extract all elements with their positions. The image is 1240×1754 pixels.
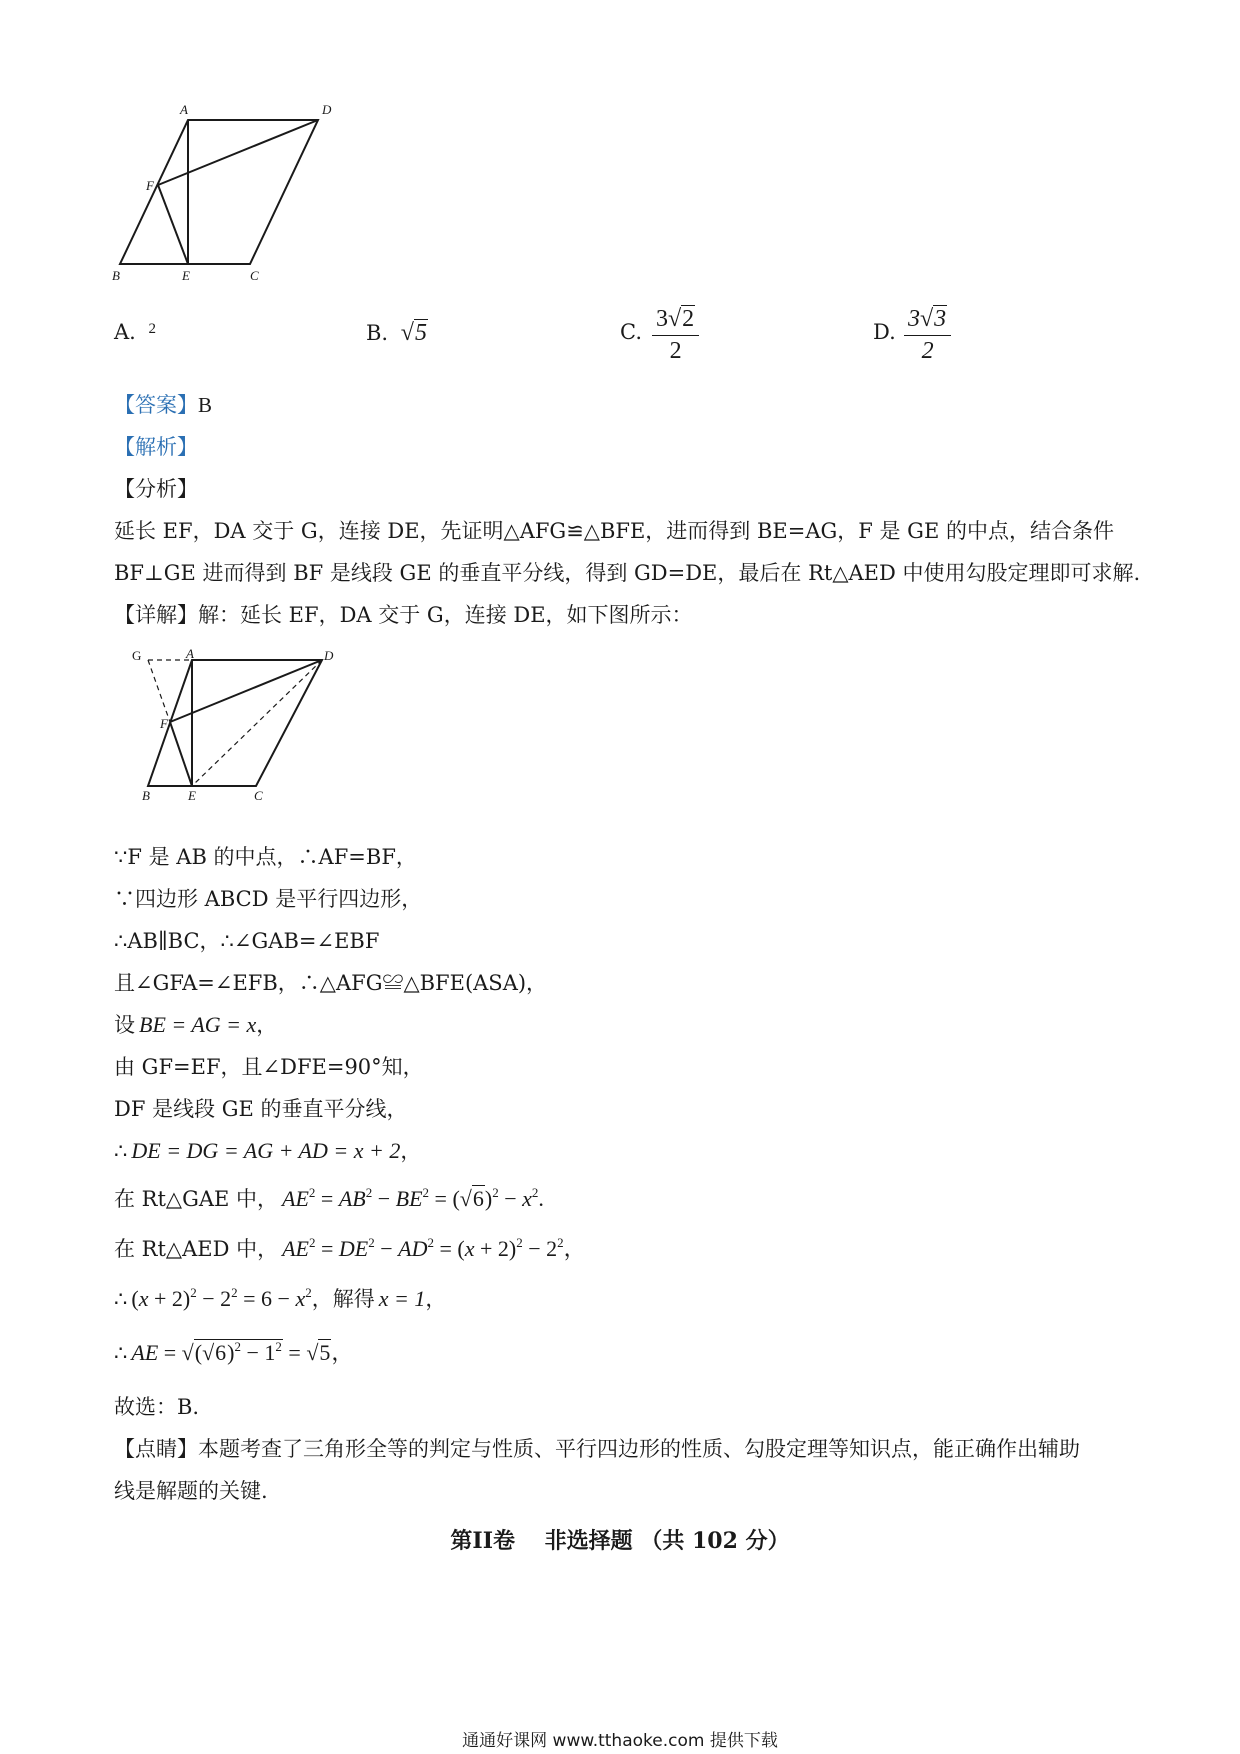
fenxi-tag: 【分析】 xyxy=(114,477,198,501)
step-8: ∴ DE = DG = AG + AD = x + 2， xyxy=(114,1138,422,1163)
label-B2: B xyxy=(142,788,150,803)
conclusion: 故选：B. xyxy=(114,1395,200,1419)
jiexi-tag: 【解析】 xyxy=(114,435,198,459)
label-B: B xyxy=(112,268,120,283)
option-c: C. xyxy=(620,320,642,344)
analysis-line-1: 延长 EF，DA 交于 G，连接 DE，先证明△AFG≌△BFE，进而得到 BE=AG，F 是 GE 的中点，结合条件 xyxy=(114,519,1114,543)
option-c-fraction: $\frac{3√2}{2}$ xyxy=(652,306,699,365)
comment-line-1: 【点睛】本题考查了三角形全等的判定与性质、平行四边形的性质、勾股定理等知识点，能正确作出辅助 xyxy=(114,1437,1080,1461)
step-2: ∵四边形 ABCD 是平行四边形， xyxy=(114,887,423,911)
option-d-fraction: $\frac{3√3}{2}$ xyxy=(904,306,951,365)
label-F: F xyxy=(146,178,154,193)
detail-line xyxy=(114,600,693,630)
step-5: 设 BE = AG = x， xyxy=(114,1012,278,1037)
label-A2: A xyxy=(186,648,194,661)
label-G: G xyxy=(132,648,142,663)
step-4: 且∠GFA=∠EFB，∴△AFG≌△BFE(ASA)， xyxy=(114,971,548,995)
label-C: C xyxy=(250,268,259,283)
step-11: ∴ $(x + 2)^2 - 2^2 = 6 - x^2$，解得 x = 1， xyxy=(114,1285,447,1311)
option-d: D. xyxy=(873,320,896,344)
label-A: A xyxy=(180,102,188,117)
footer[interactable]: 通通好课网 www.tthaoke.com 提供下载 xyxy=(462,1731,778,1751)
analysis-line-2: BF⊥GE 进而得到 BF 是线段 GE 的垂直平分线，得到 GD=DE，最后在 Rt△AED 中使用勾股定理即可求解. xyxy=(114,561,1141,585)
step-12: ∴ AE = $√(√6)^2 - 1^2 = √5$， xyxy=(114,1339,354,1365)
answer-line xyxy=(114,390,212,420)
step-7: DF 是线段 GE 的垂直平分线， xyxy=(114,1097,408,1121)
label-E: E xyxy=(182,268,190,283)
step-3: ∴AB∥BC，∴∠GAB=∠EBF xyxy=(114,929,380,953)
step-1: ∵F 是 AB 的中点，∴AF=BF， xyxy=(114,845,417,869)
figure-parallelogram-1 xyxy=(110,100,350,290)
comment-tag: 【点睛】 xyxy=(114,1437,198,1461)
option-b-value: √5 xyxy=(400,320,427,346)
label-C2: C xyxy=(254,788,263,803)
step-10: 在 Rt△AED 中， $AE^2 = DE^2 - AD^2 = (x + 2)^2 - 2^2$， xyxy=(114,1235,586,1261)
label-D: D xyxy=(322,102,332,117)
option-a-value: 2 xyxy=(148,321,157,337)
option-b: B. √5 xyxy=(366,320,427,346)
answer-value: B xyxy=(198,393,213,417)
label-E2: E xyxy=(188,788,196,803)
label-F2: F xyxy=(160,716,168,731)
figure-parallelogram-2 xyxy=(128,648,348,808)
detail-tag: 【详解】 xyxy=(114,603,198,627)
detail-text: 解：延长 EF，DA 交于 G，连接 DE，如下图所示： xyxy=(198,603,693,627)
step-6: 由 GF=EF，且∠DFE=90°知， xyxy=(114,1055,424,1079)
answer-tag: 【答案】 xyxy=(114,393,198,417)
section-title: 第II卷 非选择题 （共 102 分） xyxy=(450,1528,790,1554)
step-9: 在 Rt△GAE 中， $AE^2 = AB^2 - BE^2 = (√6)^2 - x^2$. xyxy=(114,1185,544,1211)
label-D2: D xyxy=(324,648,334,663)
comment-line-2: 线是解题的关键. xyxy=(114,1479,268,1503)
option-a: A. $^2$ xyxy=(114,320,157,344)
